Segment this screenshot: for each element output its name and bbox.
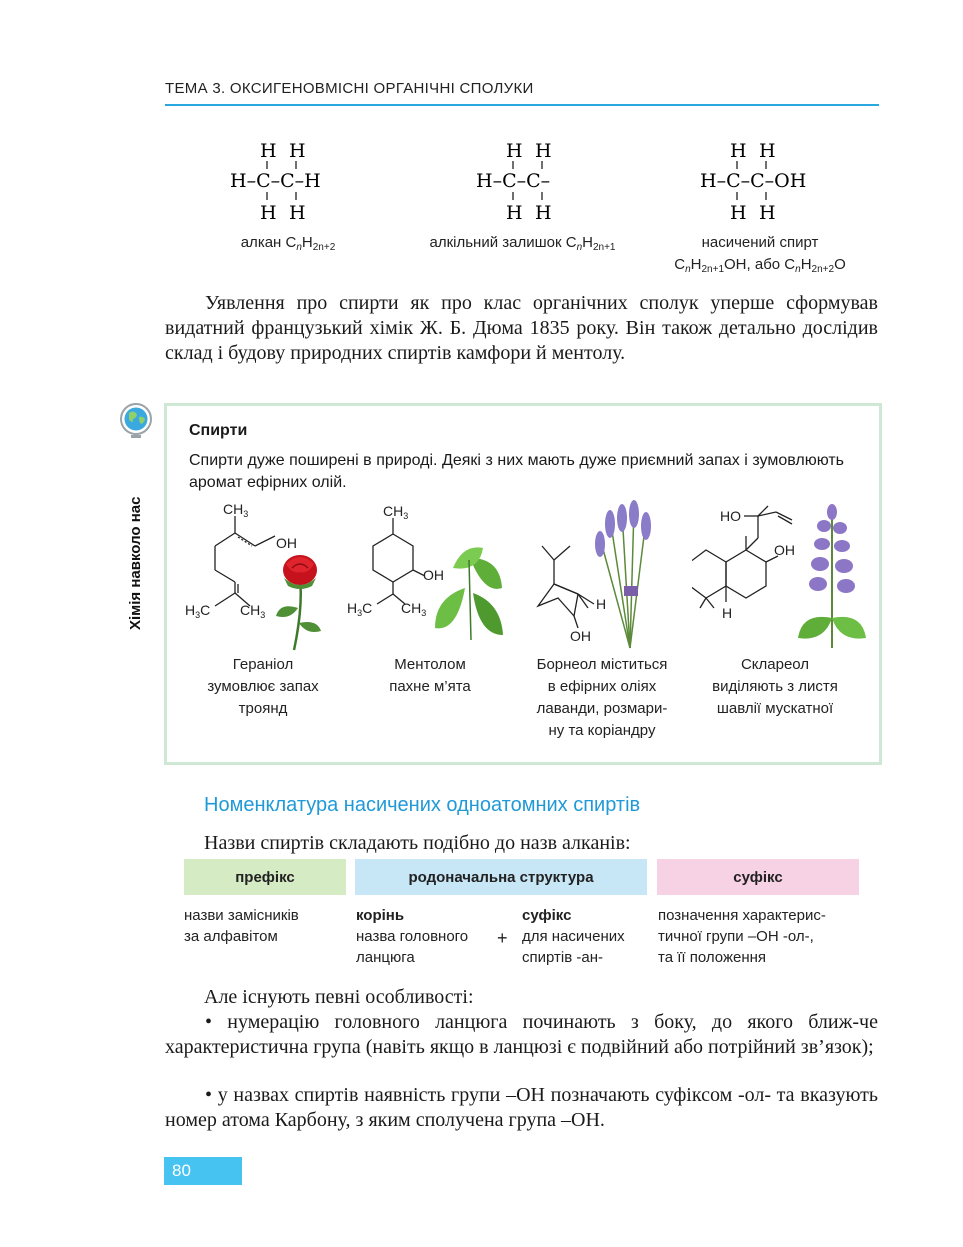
features-intro: Але існують певні особливості: — [204, 986, 474, 1008]
svg-text:CH3: $CH_3$ — [240, 602, 266, 620]
alcohol-label: насичений спирт $C_nH_{2n+1}OH$, або $C_nH_{2n+2}O$ — [674, 234, 846, 275]
svg-text:H: H — [730, 140, 747, 162]
info-box-text: Спирти дуже поширені в природі. Деякі з них мають дуже приємний запах і зумовлюють аромат ефірних олій. — [189, 452, 844, 491]
alkane-structural-formula — [230, 137, 340, 225]
globe-icon — [117, 401, 155, 441]
svg-text:H–C–C–OH: H–C–C–OH — [700, 170, 807, 192]
lavender-image — [595, 500, 651, 648]
mid-suffix-description: суфікс для насичених спиртів -ан- — [522, 907, 625, 966]
side-section-label: Хімія навколо нас — [127, 496, 144, 630]
rose-image — [276, 555, 321, 650]
page-number: 80 — [164, 1157, 242, 1185]
svg-text:H3C: $H_3C$ — [347, 600, 373, 618]
sage-image — [798, 504, 866, 648]
geraniol-caption: Гераніол зумовлює запах троянд — [207, 656, 319, 717]
svg-text:H: H — [289, 202, 306, 224]
header-rule — [165, 104, 879, 106]
svg-text:H–C–C–H: H–C–C–H — [230, 170, 321, 192]
info-box-title: Спирти — [189, 422, 248, 439]
suffix-description: позначення характерис- тичної групи –OH -ол-, та її положення — [658, 907, 826, 966]
svg-text:HO: HO — [720, 508, 741, 524]
svg-text:H: H — [722, 605, 733, 621]
sclareol-figure — [692, 498, 872, 658]
svg-text:H: H — [260, 202, 277, 224]
page-header-title: ТЕМА 3. ОКСИГЕНОВМІСНІ ОРГАНІЧНІ СПОЛУКИ — [165, 80, 534, 97]
svg-text:H: H — [506, 202, 523, 224]
root-structure-header: родоначальна структура — [355, 859, 647, 895]
svg-text:H: H — [759, 140, 776, 162]
borneol-caption: Борнеол міститься в ефірних оліях лаванди, розмари- ну та коріандру — [536, 656, 668, 739]
sclareol-caption: Склареол виділяють з листя шавлії мускатної — [712, 656, 838, 717]
svg-text:H: H — [289, 140, 306, 162]
svg-text:CH3: $CH_3$ — [383, 503, 409, 521]
svg-text:H: H — [535, 202, 552, 224]
root-description: корінь назва головного ланцюга — [356, 907, 469, 966]
svg-text:H: H — [730, 202, 747, 224]
prefix-description: назви замісників за алфавітом — [184, 907, 299, 945]
feature-item-2: • у назвах спиртів наявність групи –OH позначають суфіксом -ол- та вказують номер атома Карбону, з яким сполучена група –OH. — [165, 1084, 878, 1131]
intro-paragraph: Уявлення про спирти як про клас органічних сполук уперше сформував видатний французький хімік Ж. Б. Дюма 1835 року. Він також детально дослідив склад і будову природних спиртів камфори й ментолу. — [165, 292, 878, 364]
svg-text:H: H — [535, 140, 552, 162]
nomenclature-intro: Назви спиртів складають подібно до назв алканів: — [204, 832, 631, 854]
svg-text:H: H — [506, 140, 523, 162]
svg-text:CH3: $CH_3$ — [223, 501, 249, 519]
svg-text:H–C–C–: H–C–C– — [476, 170, 551, 192]
mint-image — [435, 547, 503, 640]
svg-text:OH: OH — [570, 628, 591, 644]
alkane-label: алкан $C_nH_{2n+2}$ — [240, 234, 336, 253]
svg-text:H3C: $H_3C$ — [185, 602, 211, 620]
borneol-figure — [530, 498, 680, 658]
menthol-caption: Ментолом пахне м’ята — [389, 656, 471, 695]
suffix-header: суфікс — [657, 859, 859, 895]
prefix-header: префікс — [184, 859, 346, 895]
svg-text:OH: OH — [276, 535, 297, 551]
svg-text:H: H — [596, 596, 607, 612]
alkyl-structural-formula — [476, 137, 576, 225]
section-heading: Номенклатура насичених одноатомних спиртів — [204, 794, 641, 816]
svg-text:OH: OH — [423, 567, 444, 583]
alcohol-structural-formula — [700, 137, 830, 225]
svg-text:H: H — [759, 202, 776, 224]
plus-sign: + — [497, 928, 508, 948]
menthol-figure — [345, 498, 515, 658]
feature-item-1: • нумерацію головного ланцюга починають з боку, до якого ближ-че характеристична група (навіть якщо в ланцюзі є подвійний або потрійний зв’язок); — [165, 1011, 878, 1058]
alkyl-label: алкільний залишок $C_nH_{2n+1}$ — [429, 234, 616, 253]
geraniol-figure — [180, 498, 330, 658]
svg-text:H: H — [260, 140, 277, 162]
svg-text:CH3: $CH_3$ — [401, 600, 427, 618]
svg-text:OH: OH — [774, 542, 795, 558]
